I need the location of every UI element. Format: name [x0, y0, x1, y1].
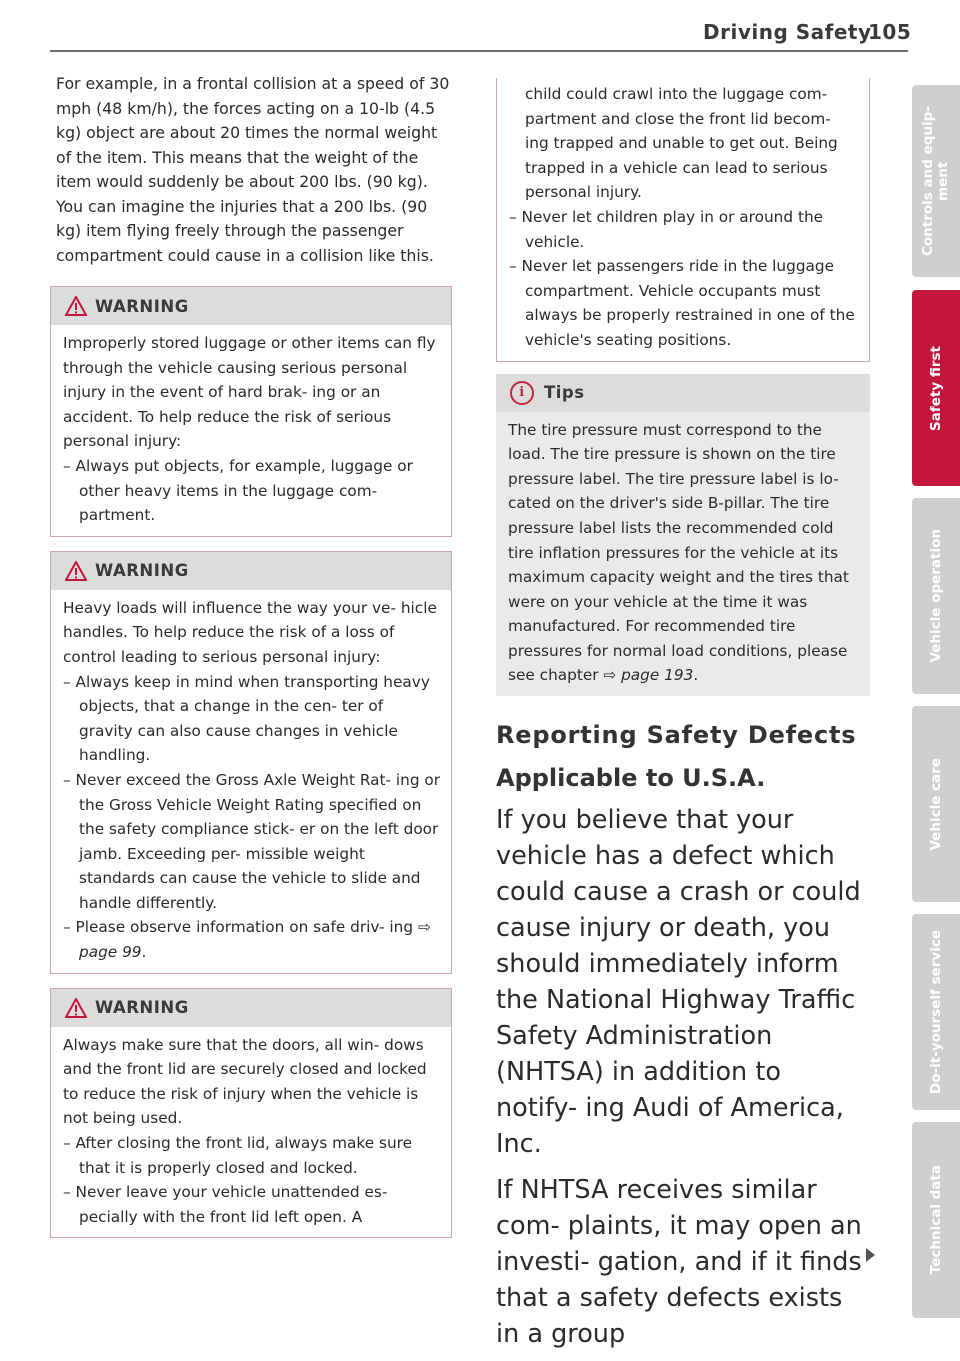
tips-title: Tips	[544, 383, 585, 403]
tips-suffix: .	[693, 666, 699, 685]
tab-label: Vehicle operation	[927, 529, 944, 663]
page-number: 105	[868, 20, 912, 44]
warning-title: WARNING	[95, 998, 189, 1018]
warning-list-item: – Never let passengers ride in the luggage compartment. Vehicle occupants must always be properly restrained in one of the vehicle's seating positions.	[509, 257, 855, 349]
warning-list-item	[63, 915, 441, 964]
tab-label: Vehicle care	[927, 757, 944, 851]
warning-list-item: – Never let children play in or around the vehicle.	[509, 207, 824, 251]
page-reference-link[interactable]: ⇨ page 193	[603, 666, 694, 685]
tips-header	[496, 374, 870, 412]
warning-list-item: – Always put objects, for example, luggage or other heavy items in the luggage com- partment.	[63, 456, 413, 525]
tab-safety-first[interactable]	[912, 290, 960, 486]
body-paragraph: If you believe that your vehicle has a defect which could cause a crash or could cause injury or death, you should immediately inform the National Highway Traffic Safety Administration (NHTSA) in addition to notify- ing Audi of America, Inc.	[496, 805, 861, 1160]
tab-do-it-yourself-service[interactable]	[912, 914, 960, 1110]
tips-body: The tire pressure must correspond to the load. The tire pressure is shown on the tire pressure label. The tire pressure label is lo- cated on the driver's side B-pillar. The tire pressure label lists the recommended cold tire inflation pressures for the vehicle at its maximum capacity weight and the tires that were on your vehicle at the time it was manufactured. For recommended tire pressures for normal load conditions, please see chapter	[508, 420, 849, 685]
tips-text	[508, 418, 860, 689]
warning-icon	[65, 561, 87, 581]
section-heading: Reporting Safety Defects	[496, 721, 857, 750]
section-title: Driving Safety	[703, 20, 872, 44]
warning-title: WARNING	[95, 296, 189, 316]
tab-vehicle-operation[interactable]	[912, 498, 960, 694]
warning-title: WARNING	[95, 561, 189, 581]
tab-label: Do-it-yourself service	[927, 930, 944, 1094]
subsection-heading: Applicable to U.S.A.	[496, 764, 766, 793]
continued-text: child could crawl into the luggage com- partment and close the front lid becom- ing trapped and unable to get out. Being trapped in a vehicle can lead to serious personal injury.	[525, 85, 838, 202]
warning-header	[51, 287, 451, 325]
warning-header	[51, 989, 451, 1027]
tab-vehicle-care[interactable]	[912, 706, 960, 902]
warning-text: Always make sure that the doors, all win- dows and the front lid are securely closed and locked to reduce the risk of injury when the vehicle is not being used.	[63, 1035, 427, 1128]
warning-text: Heavy loads will influence the way your ve- hicle handles. To help reduce the risk of a loss of control leading to serious personal injury:	[63, 598, 437, 666]
warning-box-2	[50, 551, 452, 974]
item-suffix: .	[141, 943, 147, 962]
warning-header	[51, 552, 451, 590]
warning-text: Improperly stored luggage or other items can fly through the vehicle causing serious personal injury in the event of hard brak- ing or an accident. To help reduce the risk of serious personal injury:	[63, 334, 436, 451]
tab-label: Safety first	[927, 345, 944, 431]
header-divider	[50, 50, 908, 52]
warning-list-item: – Never leave your vehicle unattended es- pecially with the front lid left open. A	[63, 1183, 388, 1226]
warning-continuation-box	[496, 78, 870, 362]
tab-label: Controls and equip- ment	[920, 106, 951, 256]
tab-label: Technical data	[927, 1165, 944, 1275]
page-reference-link[interactable]: ⇨ page 99	[79, 918, 431, 962]
info-icon: i	[510, 381, 534, 405]
warning-icon	[65, 296, 87, 316]
body-paragraph: If NHTSA receives similar com- plaints, it may open an investi- gation, and if it finds that a safety defects exists in a group	[496, 1175, 862, 1350]
warning-list-item: – After closing the front lid, always make sure that it is properly closed and locked.	[63, 1134, 413, 1177]
tips-box	[496, 374, 870, 697]
warning-list-item: – Never exceed the Gross Axle Weight Rat- ing or the Gross Vehicle Weight Rating specified on the safety compliance stick- er on the left door jamb. Exceeding per- missible weight standards can cause the vehicle to slide and handle differently.	[63, 770, 441, 912]
intro-paragraph: For example, in a frontal collision at a speed of 30 mph (48 km/h), the forces acting on a 10-lb (4.5 kg) object are about 20 times the normal weight of the item. This means that the weight of the item would suddenly be about 200 lbs. (90 kg). You can imagine the injuries that a 200 lbs. (90 kg) item flying freely through the passenger compartment could cause in a collision like this.	[56, 74, 450, 265]
right-column	[496, 78, 870, 1352]
warning-list-item: – Always keep in mind when transporting heavy objects, that a change in the cen- ter of gravity can also cause changes in vehicle handling.	[63, 672, 430, 765]
warning-box-3	[50, 988, 452, 1239]
tab-technical-data[interactable]	[912, 1122, 960, 1318]
continue-arrow-icon	[866, 1248, 875, 1262]
tab-controls-and-equipment[interactable]	[912, 85, 960, 277]
warning-icon	[65, 998, 87, 1018]
warning-box-1	[50, 286, 452, 537]
left-column	[50, 72, 452, 1238]
item-text: – Please observe information on safe driv- ing	[63, 918, 418, 937]
